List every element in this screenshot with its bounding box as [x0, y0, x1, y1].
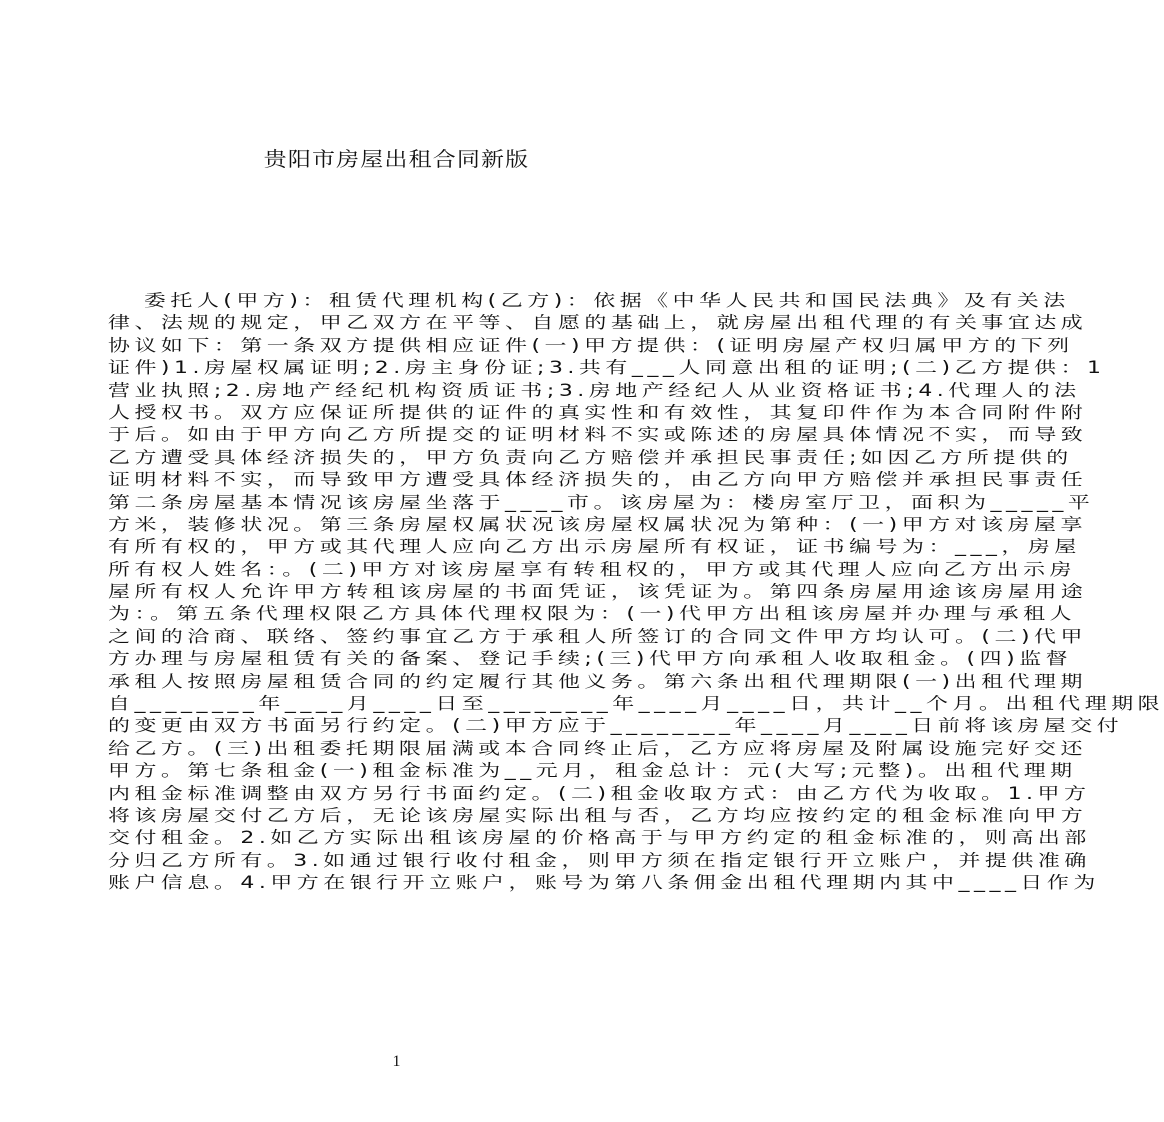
paragraph-line: 于后。如由于甲方向乙方所提交的证明材料不实或陈述的房屋具体情况不实，而导致 [108, 425, 1088, 445]
paragraph-line: 交付租金。2.如乙方实际出租该房屋的价格高于与甲方约定的租金标准的，则高出部 [108, 828, 1091, 848]
title-text: 贵阳市房屋出租合同新版 [263, 147, 530, 171]
paragraph-line: 分归乙方所有。3.如通过银行收付租金，则甲方须在指定银行开立账户，并提供准确 [108, 850, 1091, 870]
paragraph-line: 内租金标准调整由双方另行书面约定。(二)租金收取方式：由乙方代为收取。1.甲方 [108, 783, 1091, 803]
paragraph-line: 证件)1.房屋权属证明;2.房主身份证;3.共有___人同意出租的证明;(二)乙方提供：1 [108, 358, 1106, 378]
page-number: 1 [392, 1053, 401, 1070]
paragraph-line: 自________年____月____日至________年____月____日，共计__个月。出租代理期限 [108, 694, 1164, 714]
paragraph-line: 委托人(甲方)：租赁代理机构(乙方)：依据《中华人民共和国民法典》及有关法 [143, 291, 1070, 310]
paragraph-line: 的变更由双方书面另行约定。(二)甲方应于________年____月____日前将该房屋交付 [108, 716, 1124, 736]
paragraph-line: 有所有权的，甲方或其代理人应向乙方出示房屋所有权证，证书编号为：___，房屋 [108, 537, 1081, 557]
paragraph-line: 将该房屋交付乙方后，无论该房屋实际出租与否，乙方均应按约定的租金标准向甲方 [108, 805, 1088, 825]
document-body [108, 290, 1164, 895]
paragraph-line: 承租人按照房屋租赁合同的约定履行其他义务。第六条出租代理期限(一)出租代理期 [108, 671, 1087, 691]
paragraph-line: 第二条房屋基本情况该房屋坐落于____市。该房屋为：楼房室厅卫，面积为_____平 [108, 492, 1095, 512]
paragraph-line: 方办理与房屋租赁有关的备案、登记手续;(三)代甲方向承租人收取租金。(四)监督 [108, 649, 1073, 669]
paragraph-line: 甲方。第七条租金(一)租金标准为__元月，租金总计：元(大写;元整)。出租代理期 [108, 761, 1077, 781]
document-title [0, 143, 793, 172]
paragraph-line: 所有权人姓名：。(二)甲方对该房屋享有转租权的，甲方或其代理人应向乙方出示房 [108, 559, 1077, 579]
paragraph-line: 给乙方。(三)出租委托期限届满或本合同终止后，乙方应将房屋及附属设施完好交还 [108, 738, 1087, 758]
paragraph-line: 证明材料不实，而导致甲方遭受具体经济损失的，由乙方向甲方赔偿并承担民事责任 [108, 470, 1088, 490]
paragraph-line: 为：。第五条代理权限乙方具体代理权限为：(一)代甲方出租该房屋并办理与承租人 [108, 604, 1077, 624]
paragraph-line: 人授权书。双方应保证所提供的证件的真实性和有效性，其复印件作为本合同附件附 [108, 402, 1088, 422]
paragraph-line: 律、法规的规定，甲乙双方在平等、自愿的基础上，就房屋出租代理的有关事宜达成 [108, 313, 1088, 333]
paragraph-line: 乙方遭受具体经济损失的，甲方负责向乙方赔偿并承担民事责任;如因乙方所提供的 [108, 447, 1073, 467]
paragraph-line: 之间的洽商、联络、签约事宜乙方于承租人所签订的合同文件甲方均认可。(二)代甲 [108, 626, 1087, 646]
paragraph-line: 屋所有权人允许甲方转租该房屋的书面凭证，该凭证为。第四条房屋用途该房屋用途 [108, 582, 1088, 602]
paragraph-line: 营业执照;2.房地产经纪机构资质证书;3.房地产经纪人从业资格证书;4.代理人的法 [108, 380, 1081, 400]
paragraph-line: 方米，装修状况。第三条房屋权属状况该房屋权属状况为第种：(一)甲方对该房屋享 [108, 514, 1087, 534]
paragraph-line: 账户信息。4.甲方在银行开立账户，账号为第八条佣金出租代理期内其中____日作为 [108, 873, 1100, 893]
paragraph-line: 协议如下：第一条双方提供相应证件(一)甲方提供：(证明房屋产权归属甲方的下列 [108, 335, 1074, 355]
